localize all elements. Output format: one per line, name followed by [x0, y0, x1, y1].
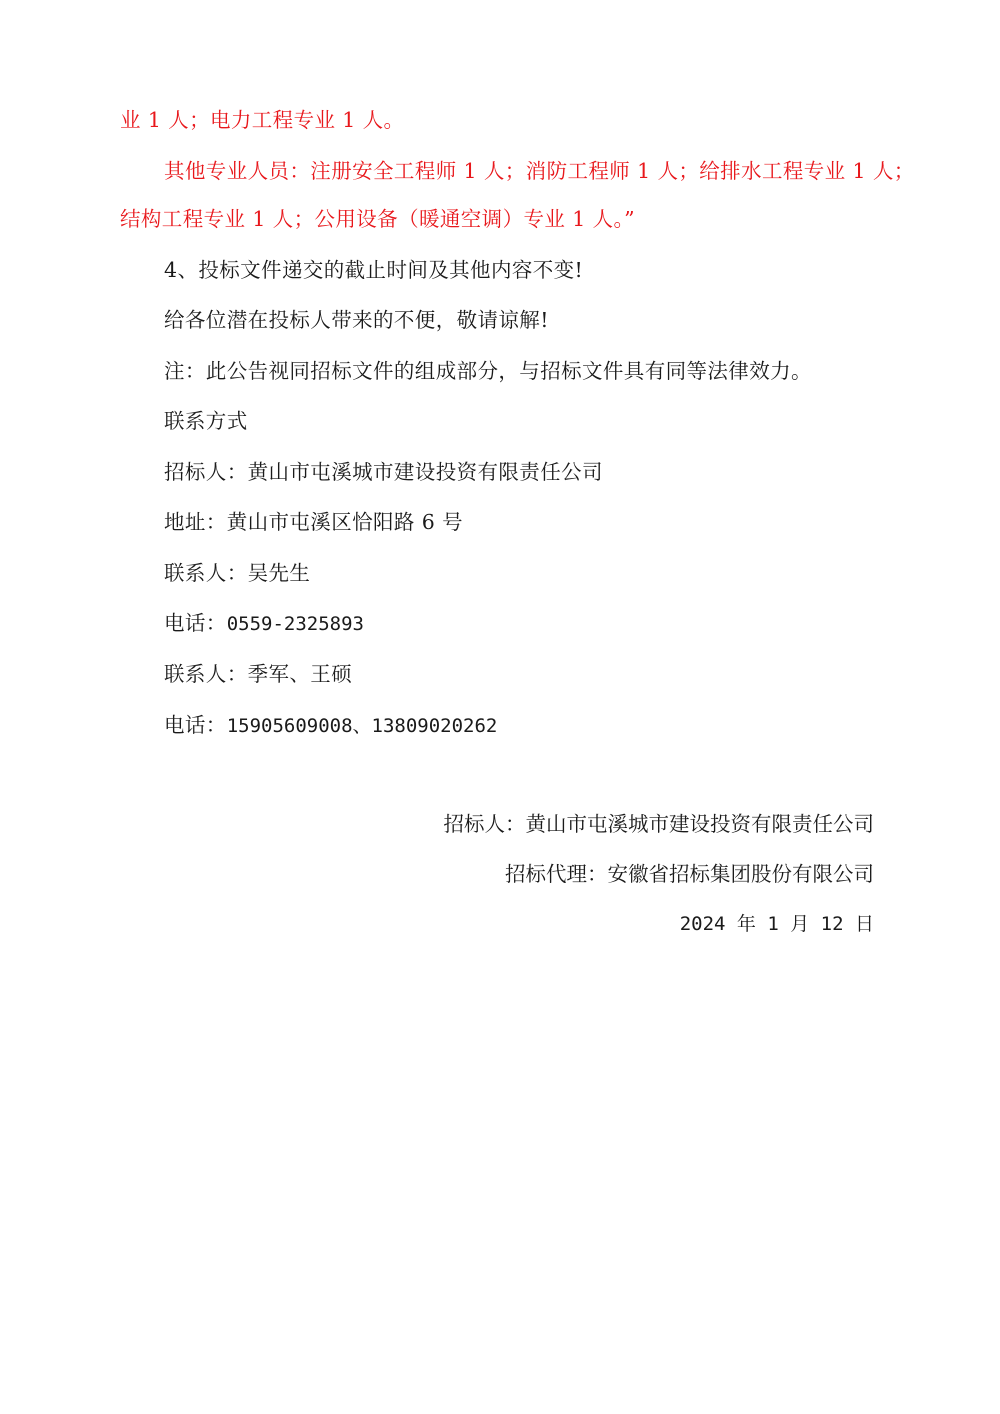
contact-tenderer: 招标人：黄山市屯溪城市建设投资有限责任公司 [164, 459, 603, 484]
signature-agent: 招标代理：安徽省招标集团股份有限公司 [505, 862, 874, 886]
red-paragraph-line-2: 其他专业人员：注册安全工程师 1 人；消防工程师 1 人；给排水工程专业 1 人； [164, 158, 915, 183]
contact-person-1: 联系人：吴先生 [164, 560, 311, 585]
contact-phone-2 [120, 712, 880, 737]
signature-date: 2024 年 1 月 12 日 [679, 912, 874, 935]
signature-tenderer: 招标人：黄山市屯溪城市建设投资有限责任公司 [443, 811, 874, 836]
signature-block [120, 811, 880, 935]
contact-heading: 联系方式 [164, 409, 248, 433]
contact-phone-2-value: 15905609008、13809020262 [226, 714, 498, 737]
body-line-note: 注：此公告视同招标文件的组成部分，与招标文件具有同等法律效力。 [164, 358, 812, 383]
contact-phone-1 [120, 613, 880, 634]
contact-address: 地址：黄山市屯溪区恰阳路 6 号 [164, 510, 463, 534]
red-paragraph-line-1: 业 1 人；电力工程专业 1 人。 [120, 108, 405, 132]
body-line-item-4: 4、投标文件递交的截止时间及其他内容不变! [164, 257, 584, 282]
contact-phone-2-label: 电话： [164, 712, 227, 737]
contact-phone-1-label: 电话： [164, 611, 227, 635]
contact-phone-1-value: 0559-2325893 [226, 613, 364, 635]
red-paragraph-line-3: 结构工程专业 1 人；公用设备（暖通空调）专业 1 人。” [120, 207, 635, 231]
contact-person-2: 联系人：季军、王硕 [164, 662, 353, 686]
body-line-apology: 给各位潜在投标人带来的不便，敬请谅解! [164, 308, 549, 332]
